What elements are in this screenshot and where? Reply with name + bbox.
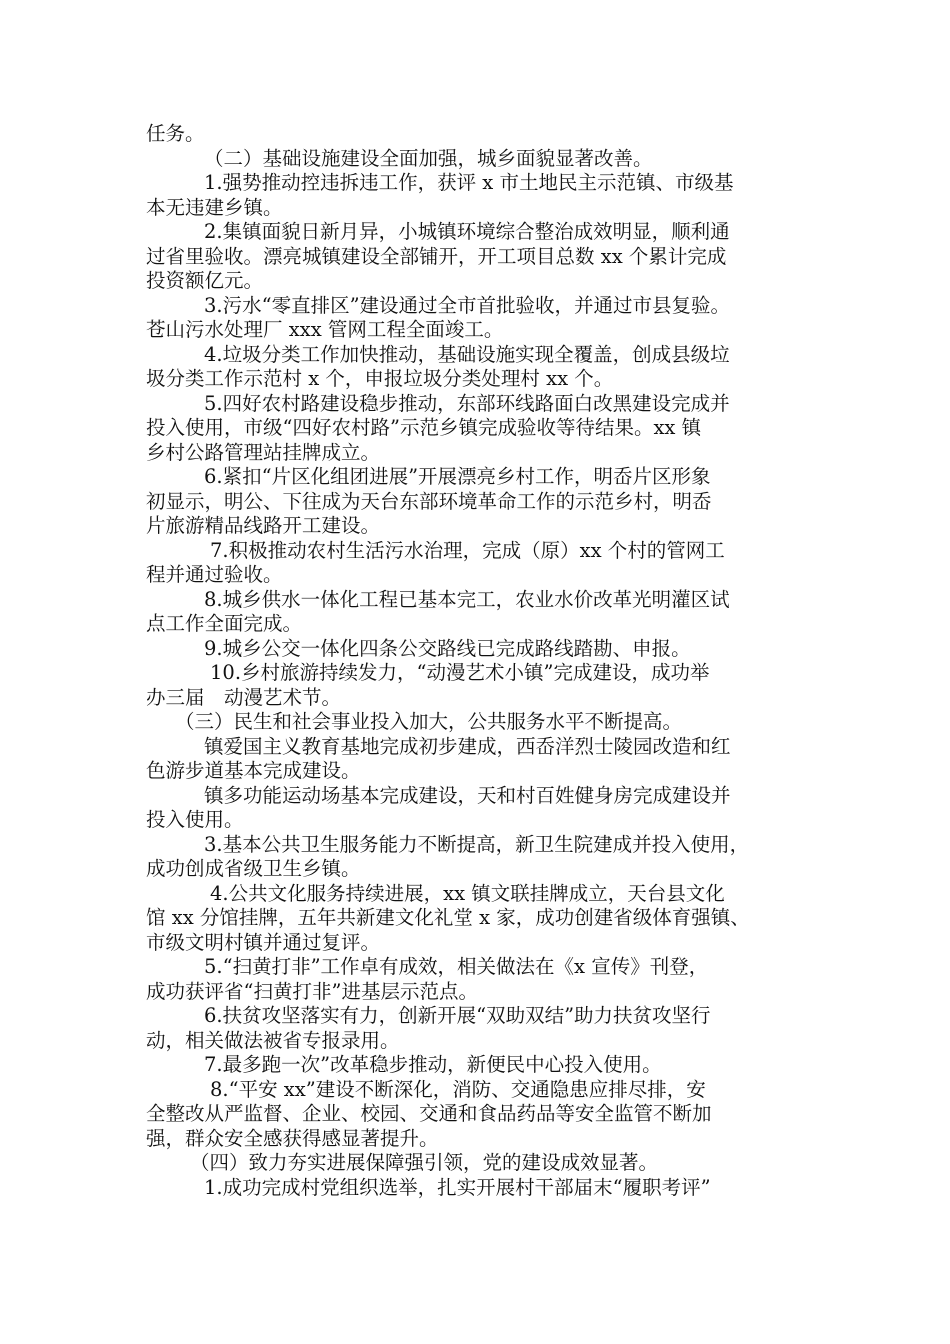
text-line: 1.成功完成村党组织选举，扎实开展村干部届末“履职考评”: [204, 1175, 711, 1199]
text-line: 7.最多跑一次”改革稳步推动，新便民中心投入使用。: [204, 1053, 662, 1076]
text-line: 2.集镇面貌日新月异，小城镇环境综合整治成效明显，顺利通: [204, 220, 730, 243]
text-line: 镇爱国主义教育基地完成初步建成，西岙洋烈士陵园改造和红: [204, 734, 731, 758]
text-line: 苍山污水处理厂 xxx 管网工程全面竣工。: [146, 318, 504, 341]
text-line: 色游步道基本完成建设。: [146, 759, 361, 782]
text-line: 点工作全面完成。: [146, 612, 303, 635]
section-heading-2: （二）基础设施建设全面加强，城乡面貌显著改善。: [204, 146, 653, 170]
text-line: 投入使用，市级“四好农村路”示范乡镇完成验收等待结果。xx 镇: [146, 416, 702, 439]
text-line: 办三届 动漫艺术节。: [146, 685, 342, 709]
text-line: 初显示，明公、下往成为天台东部环境革命工作的示范乡村，明岙: [146, 489, 712, 513]
text-line: 7.积极推动农村生活污水治理，完成（原）xx 个村的管网工: [210, 538, 725, 562]
text-line: 市级文明村镇并通过复评。: [146, 930, 381, 954]
text-line: 4.垃圾分类工作加快推动，基础设施实现全覆盖，创成县级垃: [204, 342, 730, 366]
text-line: 馆 xx 分馆挂牌，五年共新建文化礼堂 x 家，成功创建省级体育强镇、: [146, 906, 750, 929]
text-line: 6.扶贫攻坚落实有力，创新开展“双助双结”助力扶贫攻坚行: [204, 1004, 711, 1027]
text-line: 成功获评省“扫黄打非”进基层示范点。: [146, 979, 478, 1003]
text-line: 圾分类工作示范村 x 个，申报垃圾分类处理村 xx 个。: [146, 367, 614, 390]
text-line: 5.四好农村路建设稳步推动，东部环线路面白改黑建设完成并: [204, 391, 730, 415]
text-line: 8.城乡供水一体化工程已基本完工，农业水价改革光明灌区试: [204, 587, 730, 611]
text-line: 过省里验收。漂亮城镇建设全部铺开，开工项目总数 xx 个累计完成: [146, 244, 727, 268]
text-line: 3.污水“零直排区”建设通过全市首批验收，并通过市县复验。: [204, 293, 731, 317]
document-body: [146, 122, 816, 1200]
text-line: 投入使用。: [146, 808, 244, 831]
text-line: 10.乡村旅游持续发力，“动漫艺术小镇”完成建设，成功举: [210, 661, 710, 684]
text-line: 乡村公路管理站挂牌成立。: [146, 440, 381, 464]
text-line: 任务。: [146, 122, 205, 145]
text-line: 1.强势推动控违拆违工作，获评 x 市土地民主示范镇、市级基: [204, 171, 734, 194]
section-heading-4: （四）致力夯实进展保障强引领，党的建设成效显著。: [190, 1151, 659, 1174]
text-line: 动，相关做法被省专报录用。: [146, 1028, 400, 1052]
text-line: 强，群众安全感获得感显著提升。: [146, 1126, 439, 1150]
text-line: 成功创成省级卫生乡镇。: [146, 857, 361, 880]
text-line: 6.紧扣“片区化组团进展”开展漂亮乡村工作，明岙片区形象: [204, 465, 711, 488]
text-line: 9.城乡公交一体化四条公交路线已完成路线踏勘、申报。: [204, 636, 691, 660]
text-line: 全整改从严监督、企业、校园、交通和食品药品等安全监管不断加: [146, 1102, 712, 1125]
text-line: 投资额亿元。: [146, 269, 264, 292]
text-line: 镇多功能运动场基本完成建设，天和村百姓健身房完成建设并: [204, 783, 731, 807]
text-line: 8.“平安 xx”建设不断深化，消防、交通隐患应排尽排，安: [210, 1077, 706, 1101]
text-line: 3.基本公共卫生服务能力不断提高，新卫生院建成并投入使用，: [204, 832, 750, 856]
section-heading-3: （三）民生和社会事业投入加大，公共服务水平不断提高。: [175, 710, 683, 733]
text-line: 5.“扫黄打非”工作卓有成效，相关做法在《x 宣传》刊登，: [204, 955, 709, 978]
text-line: 程并通过验收。: [146, 563, 283, 586]
text-line: 4.公共文化服务持续进展，xx 镇文联挂牌成立，天台县文化: [210, 881, 725, 905]
text-line: 本无违建乡镇。: [146, 195, 283, 219]
text-line: 片旅游精品线路开工建设。: [146, 514, 381, 537]
